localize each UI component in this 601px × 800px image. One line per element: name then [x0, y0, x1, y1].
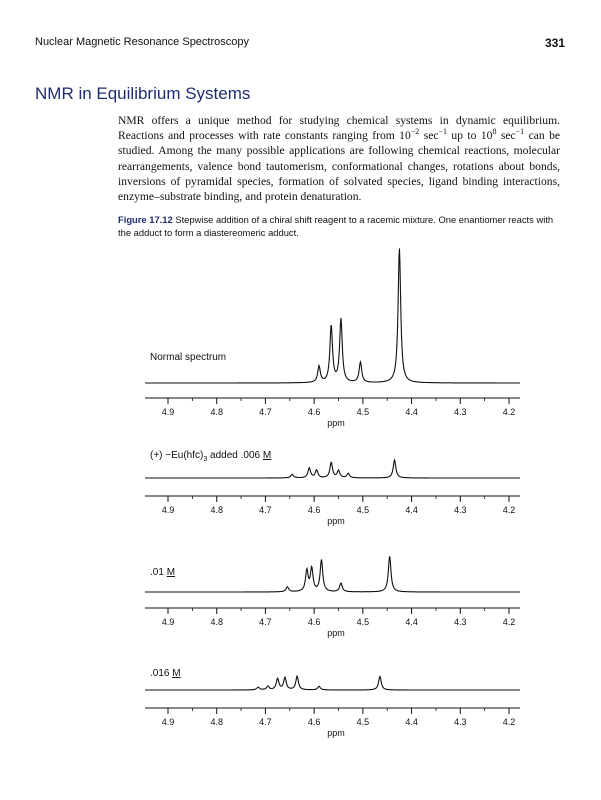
tick-label: 4.2 [502, 407, 516, 417]
spectrum-panel [145, 248, 520, 428]
spectrum-panel [145, 668, 520, 738]
exponent: −1 [515, 127, 525, 137]
tick-label: 4.8 [210, 617, 223, 627]
running-title: Nuclear Magnetic Resonance Spectroscopy [35, 36, 250, 48]
tick-label: 4.3 [454, 617, 467, 627]
tick-label: 4.6 [307, 717, 321, 727]
body-text-part: sec [496, 129, 516, 143]
tick-label: 4.2 [502, 717, 516, 727]
tick-label: 4.7 [259, 617, 272, 627]
caption-label: Figure 17.12 [118, 214, 173, 225]
label-text: Normal spectrum [150, 352, 227, 363]
tick-label: 4.2 [502, 505, 516, 515]
exponent: −1 [438, 127, 448, 137]
spectrum-line [145, 676, 520, 690]
tick-label: 4.5 [356, 505, 370, 515]
spectrum-line [145, 556, 520, 592]
tick-label: 4.4 [405, 505, 418, 515]
tick-label: 4.7 [259, 505, 272, 515]
tick-label: 4.4 [405, 617, 418, 627]
body-text-part: up to 10 [447, 129, 493, 143]
spectrum-line [145, 460, 520, 478]
exponent: 8 [492, 127, 497, 137]
tick-label: 4.4 [405, 407, 418, 417]
tick-label: 4.9 [161, 407, 175, 417]
x-axis-label: ppm [327, 628, 345, 638]
tick-label: 4.5 [356, 407, 370, 417]
label-unit: M [166, 567, 176, 578]
tick-label: 4.5 [356, 617, 370, 627]
tick-label: 4.9 [161, 505, 175, 515]
tick-label: 4.9 [161, 717, 175, 727]
exponent: −2 [410, 127, 420, 137]
tick-label: 4.9 [161, 617, 175, 627]
x-axis-label: ppm [327, 418, 345, 428]
section-title: NMR in Equilibrium Systems [35, 84, 251, 103]
tick-label: 4.8 [210, 505, 223, 515]
label-unit: M [172, 668, 181, 679]
panel-label [150, 450, 271, 463]
body-text-part: can be studied. Among the many possible applications are following chemical reactions, molecular rearrangements, valence bond tautomerism, conformational changes, rotations about bonds, inversions of pyramidal species, formation of solvated species, ligand binding interactions, enzyme–substrate binding, and protein denaturation. [118, 129, 561, 204]
label-text: (+) −Eu(hfc) [150, 450, 204, 461]
panel-label [150, 668, 181, 679]
body-text-part: sec [419, 129, 439, 143]
tick-label: 4.5 [356, 717, 370, 727]
tick-label: 4.3 [454, 505, 467, 515]
tick-label: 4.6 [307, 407, 321, 417]
tick-label: 4.3 [454, 407, 467, 417]
panel-label [150, 567, 175, 578]
tick-label: 4.6 [307, 617, 321, 627]
tick-label: 4.2 [502, 617, 516, 627]
label-text: .016 [150, 668, 173, 679]
x-axis-label: ppm [327, 728, 345, 738]
panel-label [150, 352, 226, 363]
spectrum-panel [145, 450, 520, 526]
caption-text: Stepwise addition of a chiral shift reagent to a racemic mixture. One enantiomer reacts with the adduct to form a diastereomeric adduct. [118, 214, 554, 238]
spectrum-panel [145, 556, 520, 638]
tick-label: 4.4 [405, 717, 418, 727]
tick-label: 4.7 [259, 407, 272, 417]
x-axis-label: ppm [327, 516, 345, 526]
label-text: .01 [150, 567, 167, 578]
tick-label: 4.8 [210, 407, 223, 417]
tick-label: 4.7 [259, 717, 272, 727]
label-unit: M [262, 450, 272, 461]
label-subscript: 3 [203, 456, 208, 463]
tick-label: 4.3 [454, 717, 467, 727]
label-text: added .006 [207, 450, 263, 461]
body-text-part: NMR offers a unique method for studying chemical systems in dynamic equilibrium. Reactions and processes with rate constants ranging from 10 [118, 114, 560, 143]
tick-label: 4.6 [307, 505, 321, 515]
page-number: 331 [544, 36, 565, 50]
tick-label: 4.8 [210, 717, 223, 727]
